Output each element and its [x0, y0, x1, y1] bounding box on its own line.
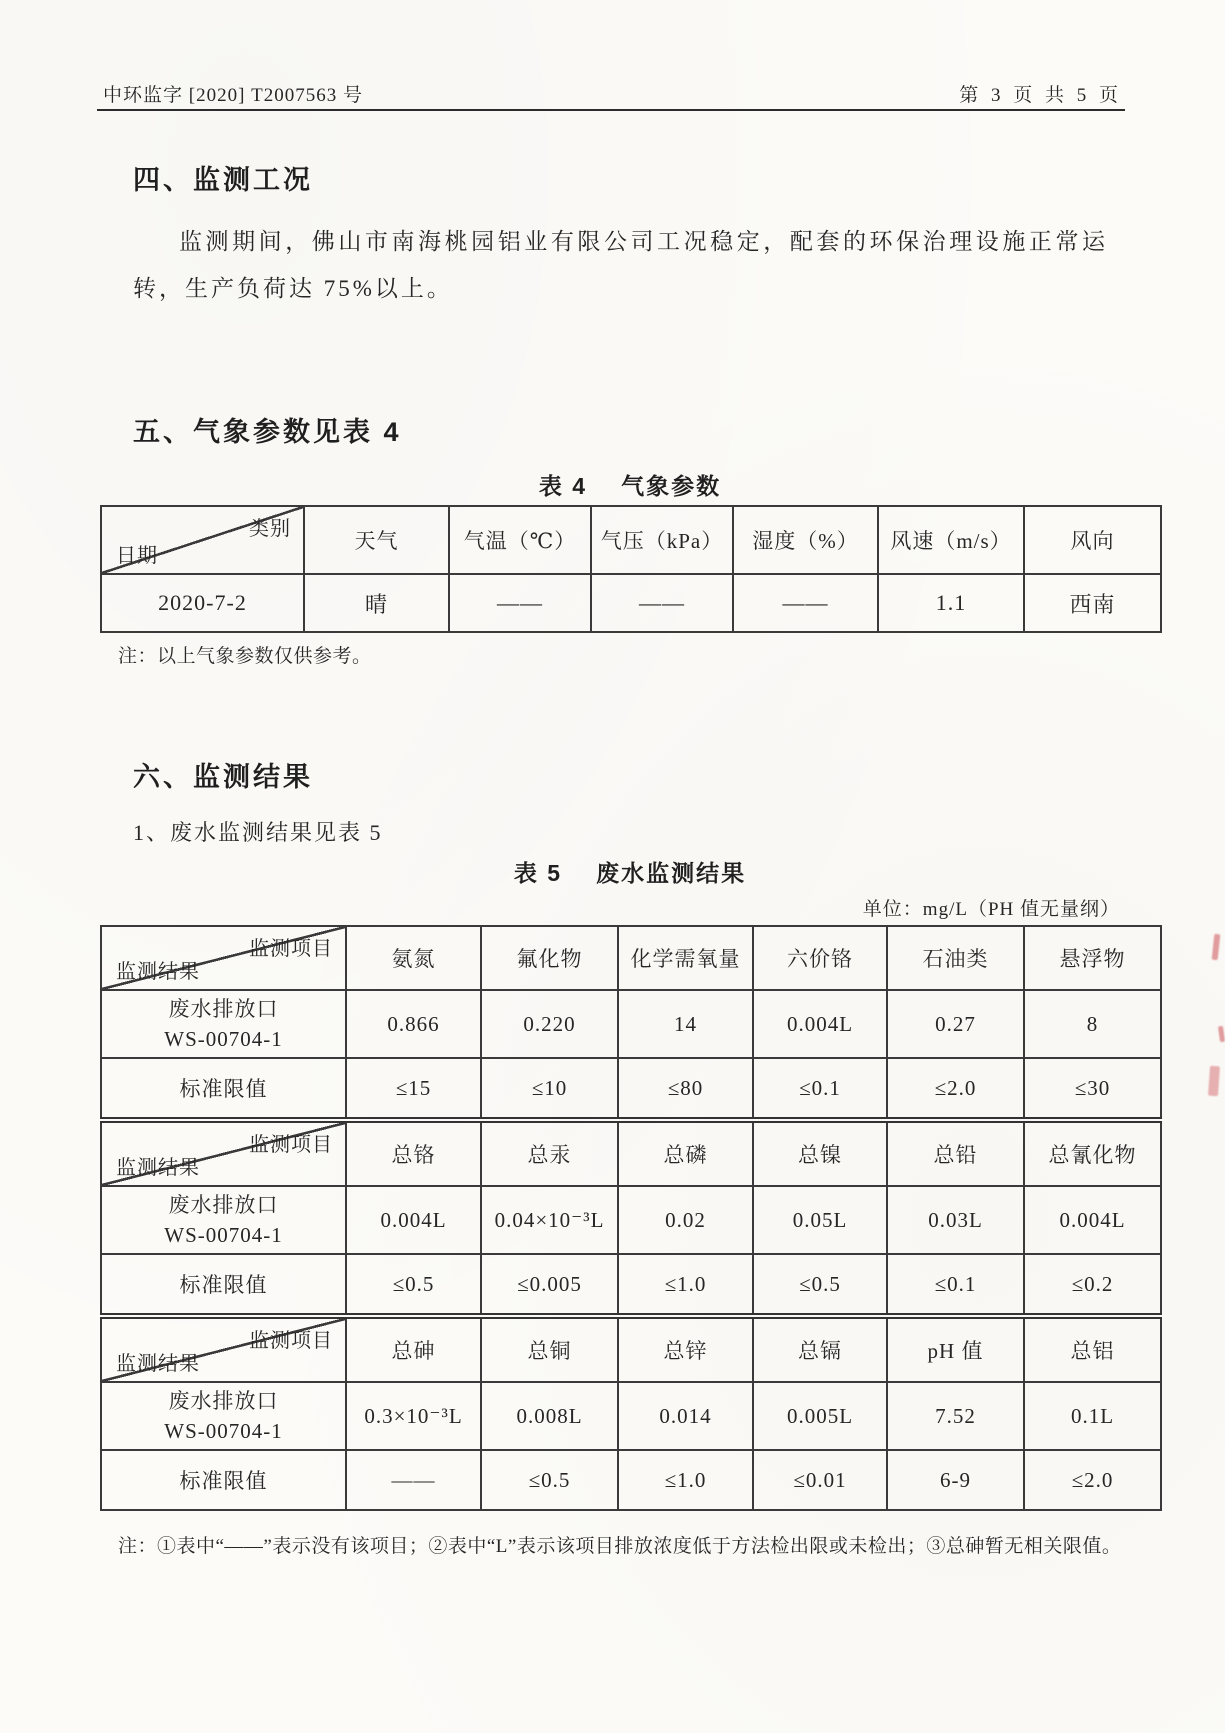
wastewater-results-table: [100, 925, 1162, 1511]
table5-item-header: 总氰化物: [1024, 1120, 1161, 1186]
table5-block2-header-row: [101, 1120, 1161, 1186]
table5-limit-cell: ≤0.5: [346, 1254, 481, 1316]
table5-limit-cell: ≤2.0: [887, 1058, 1024, 1120]
table5-block2-limit-row: [101, 1254, 1161, 1316]
table4-col-header: 风速（m/s）: [878, 506, 1024, 574]
table5-value-cell: 0.1L: [1024, 1382, 1161, 1450]
table4-data-row: [101, 574, 1161, 632]
table4-corner-cell: [101, 506, 304, 574]
outlet-name: 废水排放口: [168, 997, 279, 1021]
table5-value-cell: 0.03L: [887, 1186, 1024, 1254]
table5-corner-cell: [101, 926, 346, 990]
table5-limit-label: 标准限值: [101, 1058, 346, 1120]
table5-block3-limit-row: [101, 1450, 1161, 1510]
table4-col-header: 湿度（%）: [733, 506, 878, 574]
table5-item-header: 石油类: [887, 926, 1024, 990]
table4-col-header: 风向: [1024, 506, 1161, 574]
table4-value-cell: 1.1: [878, 574, 1024, 632]
table5-block1-header-row: [101, 926, 1161, 990]
table5-corner-item-label: 监测项目: [249, 1134, 333, 1156]
outlet-code: WS-00704-1: [164, 1027, 283, 1051]
table5-value-cell: 0.866: [346, 990, 481, 1058]
table5-value-cell: 0.004L: [753, 990, 887, 1058]
table5-item-header: 六价铬: [753, 926, 887, 990]
table5-corner-cell: [101, 1120, 346, 1186]
table5-limit-cell: ≤0.5: [481, 1450, 618, 1510]
table5-value-cell: 14: [618, 990, 753, 1058]
table5-outlet-cell: [101, 1186, 346, 1254]
table5-item-header: 总镍: [753, 1120, 887, 1186]
table5-item-header: 总铅: [887, 1120, 1024, 1186]
table5-corner-result-label: 监测结果: [116, 961, 200, 983]
table4-corner-date-label: 日期: [116, 545, 158, 567]
table5-item-header: pH 值: [887, 1316, 1024, 1382]
section-4-title: 四、监测工况: [133, 165, 313, 195]
table5-corner-result-label: 监测结果: [116, 1157, 200, 1179]
table4-value-cell: 晴: [304, 574, 449, 632]
table5-limit-cell: ≤0.1: [887, 1254, 1024, 1316]
table5-caption: [100, 855, 1160, 888]
table5-corner-item-label: 监测项目: [249, 1330, 333, 1352]
table5-value-cell: 0.05L: [753, 1186, 887, 1254]
table5-outlet-cell: [101, 1382, 346, 1450]
table4-col-header: 气压（kPa）: [591, 506, 733, 574]
table5-caption-title: 废水监测结果: [596, 860, 747, 886]
table5-value-cell: 0.008L: [481, 1382, 618, 1450]
table5-item-header: 化学需氧量: [618, 926, 753, 990]
section-4-paragraph: 监测期间，佛山市南海桃园铝业有限公司工况稳定，配套的环保治理设施正常运转，生产负荷达 75%以上。: [133, 229, 1108, 301]
table5-note: 注：①表中“——”表示没有该项目；②表中“L”表示该项目排放浓度低于方法检出限或未检出；③总砷暂无相关限值。: [118, 1536, 1122, 1557]
outlet-name: 废水排放口: [168, 1389, 279, 1413]
table5-limit-label: 标准限值: [101, 1450, 346, 1510]
table5-limit-cell: ≤30: [1024, 1058, 1161, 1120]
section-6-title: 六、监测结果: [133, 762, 313, 792]
table4-col-header: 天气: [304, 506, 449, 574]
table4-caption-title: 气象参数: [621, 473, 722, 499]
table5-item-header: 悬浮物: [1024, 926, 1161, 990]
table5-block3-header-row: [101, 1316, 1161, 1382]
document-number: 中环监字 [2020] T2007563 号: [103, 85, 364, 106]
table5-value-cell: 0.004L: [346, 1186, 481, 1254]
table5-value-cell: 0.02: [618, 1186, 753, 1254]
table5-limit-cell: ≤0.2: [1024, 1254, 1161, 1316]
table5-value-cell: 7.52: [887, 1382, 1024, 1450]
weather-parameters-table: [100, 505, 1162, 633]
table4-caption-label: 表 4: [538, 473, 588, 499]
section-5-title: 五、气象参数见表 4: [133, 417, 402, 447]
table5-value-cell: 0.3×10⁻³L: [346, 1382, 481, 1450]
table5-item-header: 总铬: [346, 1120, 481, 1186]
table5-item-header: 总汞: [481, 1120, 618, 1186]
table5-item-header: 总镉: [753, 1316, 887, 1382]
table5-corner-result-label: 监测结果: [116, 1353, 200, 1375]
table5-corner-item-label: 监测项目: [249, 938, 333, 960]
table5-limit-cell: ——: [346, 1450, 481, 1510]
red-ink-bleed-mark: [1208, 1066, 1220, 1097]
red-ink-bleed-mark: [1212, 934, 1221, 960]
table5-value-cell: 0.04×10⁻³L: [481, 1186, 618, 1254]
page-indicator: 第 3 页 共 5 页: [959, 85, 1122, 106]
outlet-code: WS-00704-1: [164, 1419, 283, 1443]
table5-limit-cell: ≤0.5: [753, 1254, 887, 1316]
table5-limit-cell: ≤0.1: [753, 1058, 887, 1120]
table4-col-header: 气温（℃）: [449, 506, 591, 574]
table4-date-cell: 2020-7-2: [101, 574, 304, 632]
table5-value-cell: 0.004L: [1024, 1186, 1161, 1254]
table5-outlet-cell: [101, 990, 346, 1058]
table5-item-header: 总锌: [618, 1316, 753, 1382]
table5-item-header: 总砷: [346, 1316, 481, 1382]
table5-limit-cell: ≤0.005: [481, 1254, 618, 1316]
table4-corner-category-label: 类别: [249, 518, 291, 540]
table5-limit-cell: ≤0.01: [753, 1450, 887, 1510]
table5-corner-cell: [101, 1316, 346, 1382]
table5-item-header: 总铝: [1024, 1316, 1161, 1382]
table5-limit-cell: ≤80: [618, 1058, 753, 1120]
table4-header-row: [101, 506, 1161, 574]
header-rule: [97, 109, 1125, 111]
table5-item-header: 氨氮: [346, 926, 481, 990]
table5-value-cell: 0.005L: [753, 1382, 887, 1450]
table4-value-cell: 西南: [1024, 574, 1161, 632]
table4-note: 注：以上气象参数仅供参考。: [118, 646, 372, 667]
table5-item-header: 总铜: [481, 1316, 618, 1382]
table5-block1-limit-row: [101, 1058, 1161, 1120]
table5-unit-note: 单位：mg/L（PH 值无量纲）: [862, 899, 1120, 920]
section-6-subtitle: 1、废水监测结果见表 5: [133, 820, 383, 845]
table5-value-cell: 0.014: [618, 1382, 753, 1450]
outlet-name: 废水排放口: [168, 1193, 279, 1217]
table5-limit-cell: ≤10: [481, 1058, 618, 1120]
table4-value-cell: ——: [591, 574, 733, 632]
table5-block3-data-row: [101, 1382, 1161, 1450]
table5-limit-label: 标准限值: [101, 1254, 346, 1316]
table4-value-cell: ——: [733, 574, 878, 632]
table5-item-header: 总磷: [618, 1120, 753, 1186]
table5-limit-cell: ≤15: [346, 1058, 481, 1120]
table5-item-header: 氟化物: [481, 926, 618, 990]
table5-limit-cell: ≤2.0: [1024, 1450, 1161, 1510]
table5-value-cell: 0.220: [481, 990, 618, 1058]
table4-value-cell: ——: [449, 574, 591, 632]
table5-limit-cell: 6-9: [887, 1450, 1024, 1510]
table5-block2-data-row: [101, 1186, 1161, 1254]
table5-limit-cell: ≤1.0: [618, 1450, 753, 1510]
table4-caption: [100, 468, 1160, 501]
table5-value-cell: 0.27: [887, 990, 1024, 1058]
red-ink-bleed-mark: [1218, 1026, 1225, 1043]
table5-block1-data-row: [101, 990, 1161, 1058]
table5-value-cell: 8: [1024, 990, 1161, 1058]
table5-caption-label: 表 5: [513, 860, 563, 886]
table5-limit-cell: ≤1.0: [618, 1254, 753, 1316]
outlet-code: WS-00704-1: [164, 1223, 283, 1247]
